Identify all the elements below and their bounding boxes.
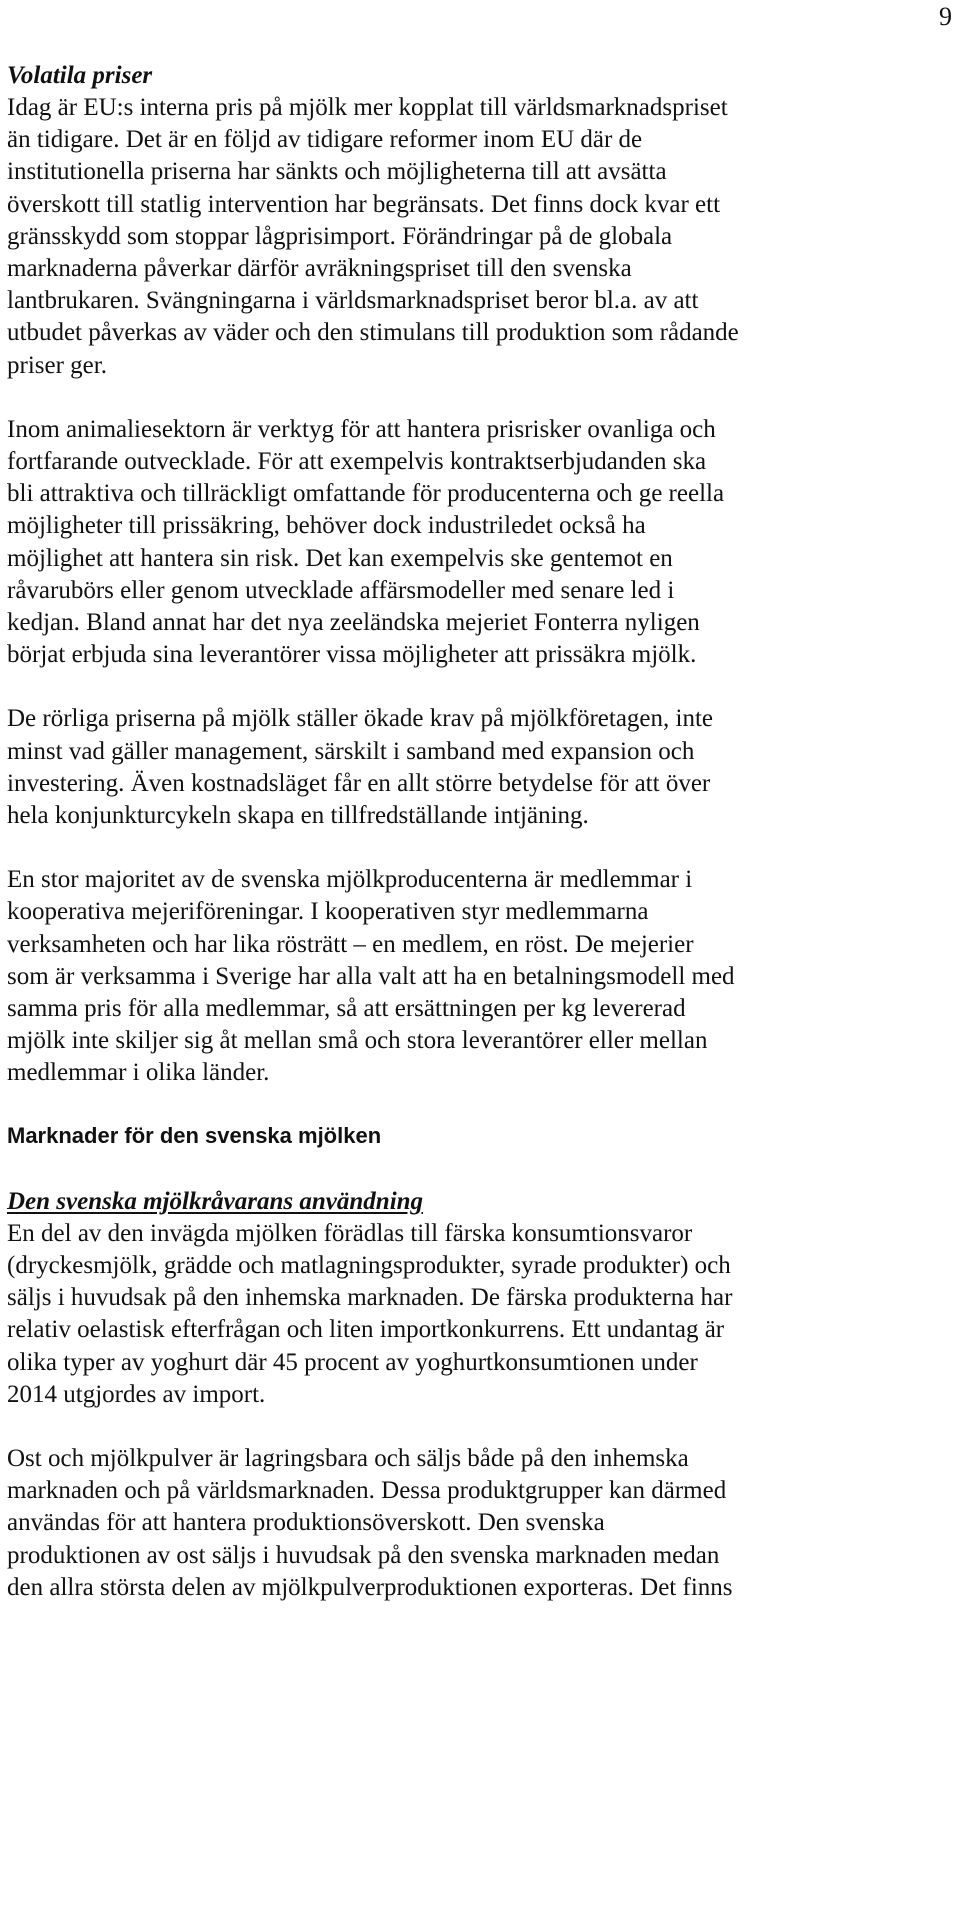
paragraph: Inom animaliesektorn är verktyg för att hantera prisrisker ovanliga och fortfarande outvecklade. För att exempelvis kontraktserbjudanden ska bli attraktiva och tillräckligt omfattande för producenterna och ge reella möjligheter till prissäkring, behöver dock industriledet också ha möjlighet att hantera sin risk. Det kan exempelvis ske gentemot en råvarubörs eller genom utvecklade affärsmodeller med senare led i kedjan. Bland annat har det nya zeeländska mejeriet Fonterra nyligen börjat erbjuda sina leverantörer vissa möjligheter att prissäkra mjölk. — [7, 415, 725, 669]
paragraph: Idag är EU:s interna pris på mjölk mer kopplat till världsmarknadspriset än tidigare. Det är en följd av tidigare reformer inom EU där de institutionella priserna har sänkts och möjligheterna till att avsätta överskott till statlig intervention har begränsats. Det finns dock kvar ett gränsskydd som stoppar lågprisimport. Förändringar på de globala marknaderna påverkar därför avräkningspriset till den svenska lantbrukaren. Svängningarna i världsmarknadspriset beror bl.a. av att utbudet påverkas av väder och den stimulans till produktion som rådande priser ger. — [7, 94, 739, 379]
chapter-heading: Marknader för den svenska mjölken — [7, 1122, 382, 1148]
section-heading-mjolkravarans-anvandning: Den svenska mjölkråvarans användning — [7, 1187, 424, 1215]
section-heading-volatila-priser: Volatila priser — [7, 62, 153, 89]
paragraph: Ost och mjölkpulver är lagringsbara och säljs både på den inhemska marknaden och på världsmarknaden. Dessa produktgrupper kan därmed användas för att hantera produktionsöverskott. Den svenska produktionen av ost säljs i huvudsak på den svenska marknaden medan den allra största delen av mjölkpulverproduktionen exporteras. Det finns — [7, 1444, 733, 1601]
page-number: 9 — [939, 2, 952, 31]
paragraph: En stor majoritet av de svenska mjölkproducenterna är medlemmar i kooperativa mejeriföreningar. I kooperativen styr medlemmarna verksamheten och har lika rösträtt – en medlem, en röst. De mejerier som är verksamma i Sverige har alla valt att ha en betalningsmodell med samma pris för alla medlemmar, så att ersättningen per kg levererad mjölk inte skiljer sig åt mellan små och stora leverantörer eller mellan medlemmar i olika länder. — [7, 866, 735, 1087]
paragraph: En del av den invägda mjölken förädlas till färska konsumtionsvaror (dryckesmjölk, grädde och matlagningsprodukter, syrade produkter) och säljs i huvudsak på den inhemska marknaden. De färska produkterna har relativ oelastisk efterfrågan och liten importkonkurrens. Ett undantag är olika typer av yoghurt där 45 procent av yoghurtkonsumtionen under 2014 utgjordes av import. — [7, 1219, 733, 1408]
paragraph: De rörliga priserna på mjölk ställer ökade krav på mjölkföretagen, inte minst vad gäller management, särskilt i samband med expansion och investering. Även kostnadsläget får en allt större betydelse för att över hela konjunkturcykeln skapa en tillfredställande intjäning. — [7, 705, 713, 830]
document-body — [7, 60, 947, 1636]
